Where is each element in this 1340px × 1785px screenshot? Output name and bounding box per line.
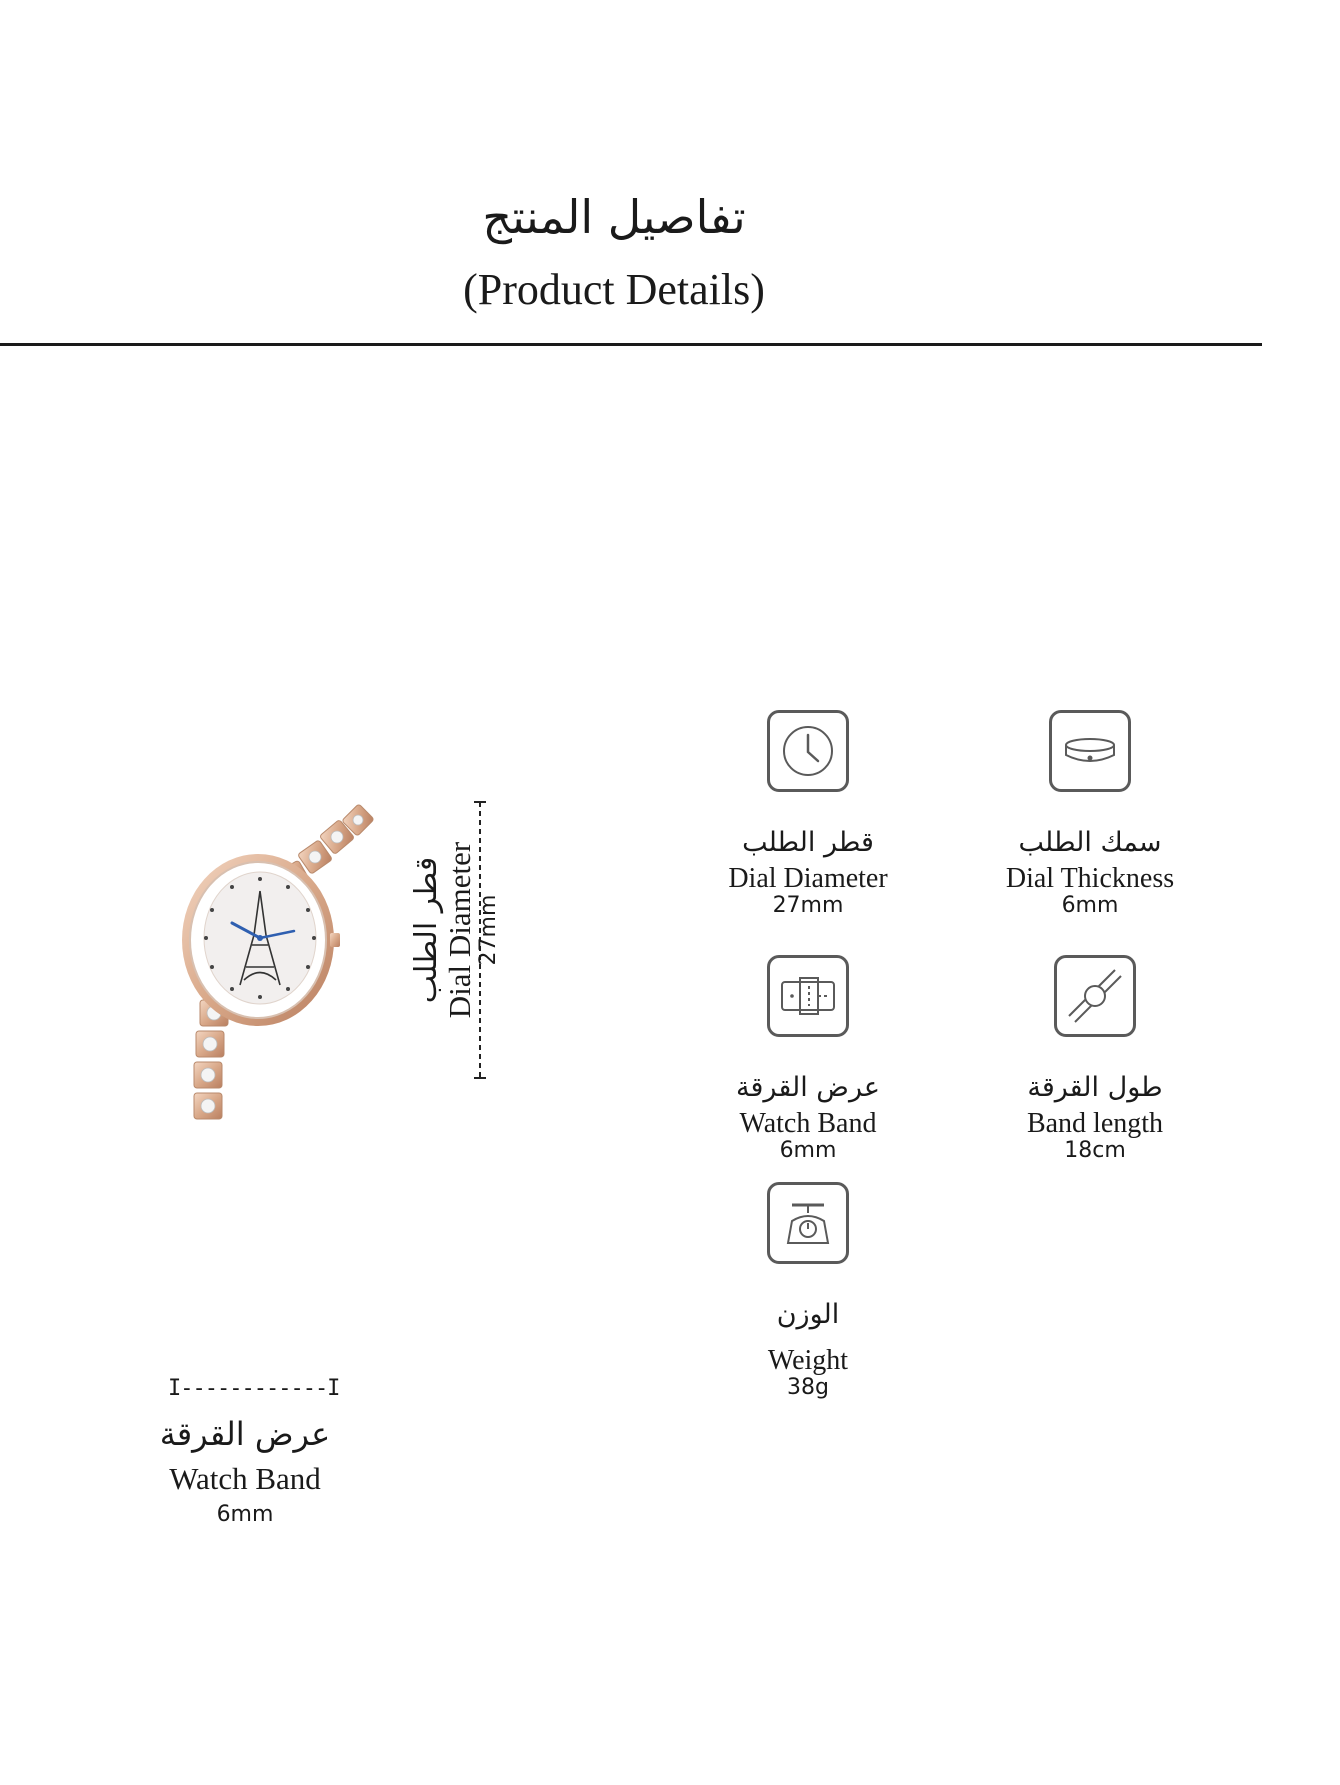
scale-icon: [767, 1182, 849, 1264]
band-measure-value: 6mm: [216, 1502, 274, 1527]
watch-image: [170, 795, 390, 1140]
spec-label-arabic: عرض القرقة: [736, 1072, 880, 1103]
spec-label-english: Dial Thickness: [1005, 863, 1175, 894]
page-title-arabic: تفاصيل المنتج: [482, 190, 746, 244]
spec-label-english: Dial Diameter: [728, 863, 888, 894]
clock-icon: [767, 710, 849, 792]
spec-value: 27mm: [772, 893, 844, 918]
band-measure-label: [90, 1414, 400, 1530]
band-measure-arabic: عرض القرقة: [159, 1415, 331, 1453]
spec-value: 6mm: [779, 1138, 837, 1163]
spec-value: 6mm: [1061, 893, 1119, 918]
dial-measure-arabic: قطر الطلب: [409, 856, 444, 1004]
spec-dial-diameter: [648, 710, 968, 918]
header-divider: [0, 343, 1262, 346]
spec-label-english: Weight: [767, 1345, 849, 1376]
spec-label-arabic: قطر الطلب: [742, 827, 874, 858]
spec-watch-band: [648, 955, 968, 1163]
spec-label-english: Band length: [1026, 1108, 1164, 1139]
spec-band-length: [935, 955, 1255, 1163]
spec-label-arabic: طول القرقة: [1027, 1072, 1163, 1103]
spec-label-english: Watch Band: [739, 1108, 877, 1139]
spec-label-arabic: الوزن: [776, 1299, 840, 1330]
watch-side-icon: [1049, 710, 1131, 792]
spec-value: 38g: [787, 1375, 829, 1400]
spec-weight: [648, 1182, 968, 1400]
spec-label-arabic: سمك الطلب: [1018, 827, 1162, 858]
spec-dial-thickness: [930, 710, 1250, 918]
band-measure-line: I------------I: [168, 1376, 340, 1401]
buckle-icon: [767, 955, 849, 1037]
spec-value: 18cm: [1064, 1138, 1126, 1163]
band-measure-english: Watch Band: [169, 1461, 321, 1496]
dial-measure-english: Dial Diameter: [442, 841, 477, 1019]
page-title-english: (Product Details): [463, 265, 765, 314]
dial-measure-value: 27mm: [476, 894, 501, 966]
strap-length-icon: [1054, 955, 1136, 1037]
